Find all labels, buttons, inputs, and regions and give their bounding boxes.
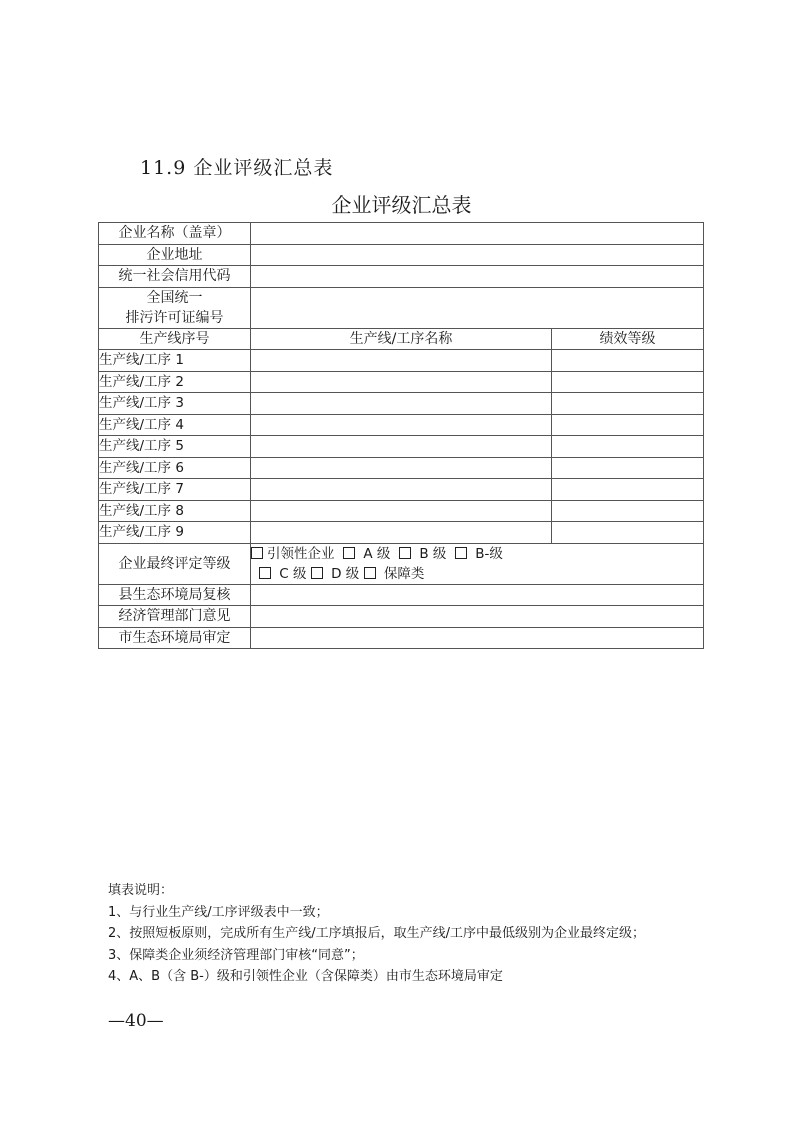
table-row [99, 393, 704, 415]
line-seq: 生产线/工序 2 [99, 371, 251, 393]
final-grade-row [99, 543, 704, 584]
approval-label: 经济管理部门意见 [99, 606, 251, 628]
option-c[interactable]: C 级 [259, 566, 307, 582]
approval-field[interactable] [251, 606, 704, 628]
line-seq: 生产线/工序 1 [99, 350, 251, 372]
info-row-company-name [99, 223, 704, 245]
approval-field[interactable] [251, 627, 704, 649]
column-header-name: 生产线/工序名称 [251, 328, 552, 350]
line-seq: 生产线/工序 7 [99, 479, 251, 501]
option-d[interactable]: D 级 [311, 566, 359, 582]
line-name-field[interactable] [251, 393, 552, 415]
notes-title: 填表说明： [108, 883, 174, 898]
line-grade-field[interactable] [552, 522, 704, 544]
permit-label-line1: 全国统一 [146, 289, 203, 306]
approval-field[interactable] [251, 584, 704, 606]
line-grade-field[interactable] [552, 479, 704, 501]
note-item: 1、与行业生产线/工序评级表中一致； [108, 904, 329, 920]
line-grade-field[interactable] [552, 414, 704, 436]
checkbox-icon[interactable] [311, 567, 323, 579]
checkbox-icon[interactable] [399, 547, 411, 559]
option-b-minus[interactable]: B-级 [455, 546, 503, 562]
note-item: 2、按照短板原则，完成所有生产线/工序填报后，取生产线/工序中最低级别为企业最终定级； [108, 926, 646, 941]
info-row-company-address [99, 244, 704, 266]
option-a[interactable]: A 级 [343, 546, 390, 562]
line-seq: 生产线/工序 6 [99, 457, 251, 479]
company-name-label: 企业名称（盖章） [99, 223, 251, 245]
line-name-field[interactable] [251, 350, 552, 372]
table-row [99, 479, 704, 501]
option-leading[interactable]: 引领性企业 [251, 546, 335, 562]
approval-label: 县生态环境局复核 [99, 584, 251, 606]
line-name-field[interactable] [251, 436, 552, 458]
final-grade-options [251, 543, 704, 584]
table-row [99, 522, 704, 544]
option-b[interactable]: B 级 [399, 546, 446, 562]
line-seq: 生产线/工序 8 [99, 500, 251, 522]
line-seq: 生产线/工序 3 [99, 393, 251, 415]
column-header-seq: 生产线序号 [99, 328, 251, 350]
permit-number-label [99, 287, 251, 328]
note-item: 4、A、B（含 B-）级和引领性企业（含保障类）由市生态环境局审定 [108, 969, 503, 984]
line-name-field[interactable] [251, 414, 552, 436]
table-row [99, 414, 704, 436]
option-guarantee[interactable]: 保障类 [364, 566, 425, 582]
line-grade-field[interactable] [552, 371, 704, 393]
info-row-credit-code [99, 266, 704, 288]
rating-summary-table [98, 222, 704, 649]
grade-options-line2 [251, 564, 703, 584]
info-row-permit-number [99, 287, 704, 328]
checkbox-icon[interactable] [259, 567, 271, 579]
filling-notes [108, 880, 645, 988]
table-title: 企业评级汇总表 [331, 193, 472, 217]
line-seq: 生产线/工序 5 [99, 436, 251, 458]
line-name-field[interactable] [251, 500, 552, 522]
approval-row-city [99, 627, 704, 649]
permit-number-field[interactable] [251, 287, 704, 328]
final-grade-label: 企业最终评定等级 [99, 543, 251, 584]
line-seq: 生产线/工序 9 [99, 522, 251, 544]
checkbox-icon[interactable] [455, 547, 467, 559]
company-address-field[interactable] [251, 244, 704, 266]
column-header-row [99, 328, 704, 350]
credit-code-field[interactable] [251, 266, 704, 288]
table-row [99, 457, 704, 479]
line-grade-field[interactable] [552, 436, 704, 458]
checkbox-icon[interactable] [251, 547, 263, 559]
line-grade-field[interactable] [552, 393, 704, 415]
section-title: 11.9 企业评级汇总表 [140, 157, 334, 179]
page-number: —40— [108, 1011, 164, 1031]
approval-row-economic [99, 606, 704, 628]
checkbox-icon[interactable] [343, 547, 355, 559]
company-address-label: 企业地址 [99, 244, 251, 266]
company-name-field[interactable] [251, 223, 704, 245]
line-name-field[interactable] [251, 522, 552, 544]
line-seq: 生产线/工序 4 [99, 414, 251, 436]
table-row [99, 436, 704, 458]
permit-label-line2: 排污许可证编号 [125, 309, 224, 326]
table-row [99, 371, 704, 393]
approval-row-county [99, 584, 704, 606]
line-grade-field[interactable] [552, 350, 704, 372]
grade-options-line1 [251, 544, 703, 564]
line-grade-field[interactable] [552, 500, 704, 522]
table-row [99, 500, 704, 522]
note-item: 3、保障类企业须经济管理部门审核“同意”； [108, 947, 364, 963]
table-row [99, 350, 704, 372]
column-header-grade: 绩效等级 [552, 328, 704, 350]
checkbox-icon[interactable] [364, 567, 376, 579]
approval-label: 市生态环境局审定 [99, 627, 251, 649]
line-grade-field[interactable] [552, 457, 704, 479]
credit-code-label: 统一社会信用代码 [99, 266, 251, 288]
line-name-field[interactable] [251, 371, 552, 393]
line-name-field[interactable] [251, 457, 552, 479]
line-name-field[interactable] [251, 479, 552, 501]
